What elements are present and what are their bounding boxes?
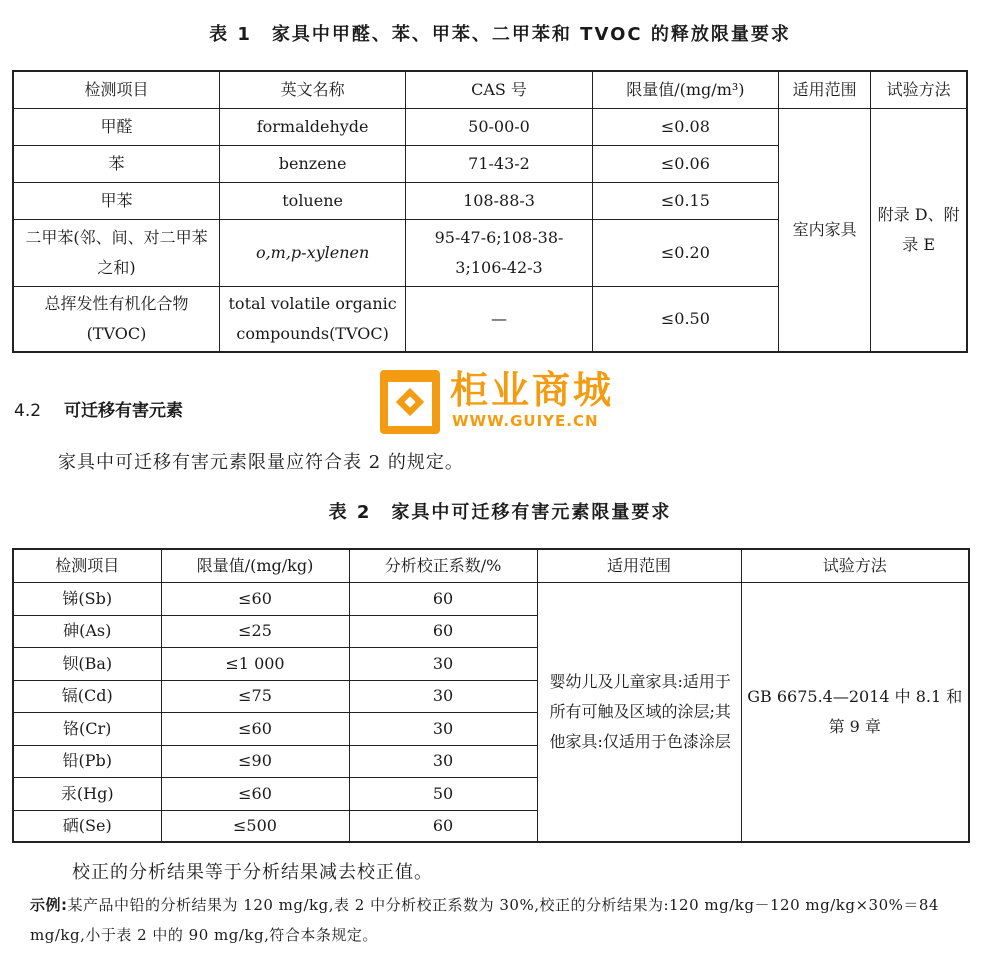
table1-header-row [13,71,967,108]
table2-cell-limit: ≤60 [161,582,349,615]
table1-header-limit: 限量值/(mg/m³) [592,71,778,108]
correction-note: 校正的分析结果等于分析结果减去校正值。 [72,862,433,883]
table1-cell-english: formaldehyde [219,108,405,145]
table1-cell-cas: 95-47-6;108-38-3;106-42-3 [406,219,592,286]
table2-header-method: 试验方法 [741,549,969,582]
example-label: 示例: [30,896,68,914]
table2-cell-limit: ≤1 000 [161,647,349,680]
table2-cell-factor: 50 [349,777,537,810]
table1-cell-limit: ≤0.50 [592,286,778,352]
table1-header-cas: CAS 号 [406,71,592,108]
table1-cell-item: 苯 [13,145,219,182]
table2-header-row [13,549,969,582]
table1-header-scope: 适用范围 [779,71,871,108]
intro-paragraph: 家具中可迁移有害元素限量应符合表 2 的规定。 [58,452,464,473]
table2-cell-factor: 30 [349,680,537,712]
watermark [374,368,624,440]
table2-cell-scope: 婴幼儿及儿童家具:适用于所有可触及区域的涂层;其他家具:仅适用于色漆涂层 [537,582,741,842]
table2-cell-limit: ≤60 [161,712,349,745]
table2-cell-limit: ≤25 [161,615,349,647]
table2-cell-factor: 60 [349,810,537,842]
table2-cell-limit: ≤90 [161,745,349,777]
table1-cell-item: 甲苯 [13,182,219,219]
table1-cell-scope: 室内家具 [779,108,871,352]
table1-cell-english: benzene [219,145,405,182]
table2-cell-factor: 60 [349,582,537,615]
table1 [12,70,968,353]
table2-cell-factor: 30 [349,712,537,745]
table1-header-item: 检测项目 [13,71,219,108]
table1-cell-cas: 71-43-2 [406,145,592,182]
section-number: 4.2 [14,401,42,421]
table1-cell-limit: ≤0.08 [592,108,778,145]
watermark-url: WWW.GUIYE.CN [452,412,599,430]
table1-header-method: 试验方法 [871,71,967,108]
table1-cell-english: total volatile organic compounds(TVOC) [219,286,405,352]
table1-cell-item: 总挥发性有机化合物(TVOC) [13,286,219,352]
table1-cell-item: 二甲苯(邻、间、对二甲苯之和) [13,219,219,286]
table2-cell-limit: ≤75 [161,680,349,712]
table1-caption: 表 1 家具中甲醛、苯、甲苯、二甲苯和 TVOC 的释放限量要求 [209,24,791,45]
table1-cell-cas: 50-00-0 [406,108,592,145]
table1-cell-method: 附录 D、附录 E [871,108,967,352]
table1-cell-cas: 108-88-3 [406,182,592,219]
table2-cell-item: 硒(Se) [13,810,161,842]
table1-header-english: 英文名称 [219,71,405,108]
table2 [12,548,970,843]
table1-cell-english: o,m,p-xylenen [219,219,405,286]
table2-cell-item: 锑(Sb) [13,582,161,615]
table1-cell-limit: ≤0.20 [592,219,778,286]
watermark-title: 柜业商城 [450,368,615,412]
table2-cell-limit: ≤60 [161,777,349,810]
table2-caption: 表 2 家具中可迁移有害元素限量要求 [328,502,672,523]
table2-cell-item: 汞(Hg) [13,777,161,810]
table2-header-scope: 适用范围 [537,549,741,582]
example-text: 某产品中铅的分析结果为 120 mg/kg,表 2 中分析校正系数为 30%,校正的分析结果为:120 mg/kg－120 mg/kg×30%＝84 mg/kg,小于表 2 中的 90 mg/kg,符合本条规定。 [30,896,939,944]
table1-cell-cas: — [406,286,592,352]
table1-cell-english: toluene [219,182,405,219]
table2-cell-factor: 60 [349,615,537,647]
table2-cell-item: 砷(As) [13,615,161,647]
table2-cell-factor: 30 [349,647,537,680]
example-paragraph [30,890,990,950]
table2-header-item: 检测项目 [13,549,161,582]
table-row [13,582,969,615]
section-heading [14,396,183,421]
table2-cell-item: 铬(Cr) [13,712,161,745]
table-row [13,108,967,145]
table2-cell-limit: ≤500 [161,810,349,842]
table2-header-limit: 限量值/(mg/kg) [161,549,349,582]
guiye-logo-icon [378,368,442,436]
table2-cell-item: 铅(Pb) [13,745,161,777]
table2-cell-factor: 30 [349,745,537,777]
table2-cell-item: 钡(Ba) [13,647,161,680]
table1-cell-limit: ≤0.15 [592,182,778,219]
table2-header-factor: 分析校正系数/% [349,549,537,582]
section-title: 可迁移有害元素 [64,401,183,421]
table1-cell-limit: ≤0.06 [592,145,778,182]
table2-cell-method: GB 6675.4—2014 中 8.1 和第 9 章 [741,582,969,842]
table1-cell-item: 甲醛 [13,108,219,145]
table2-cell-item: 镉(Cd) [13,680,161,712]
